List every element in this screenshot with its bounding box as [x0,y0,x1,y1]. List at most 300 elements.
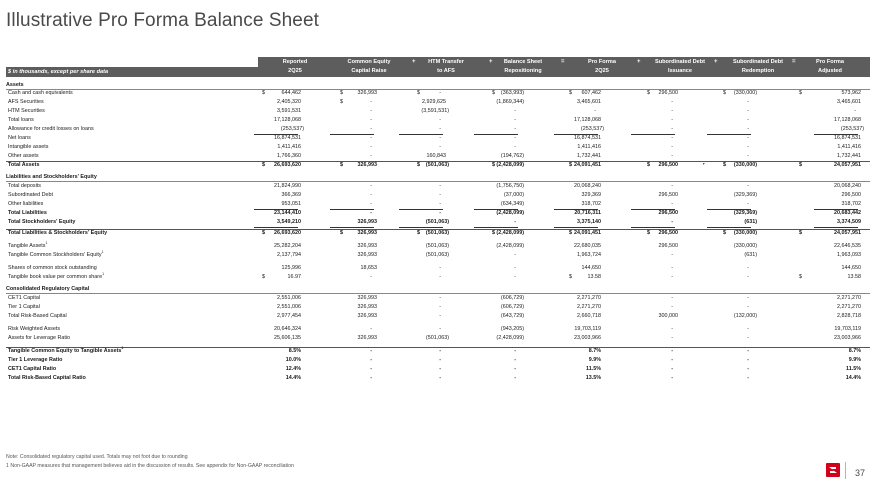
cell-value: - [439,144,441,150]
column-operator: + [637,59,641,65]
cell-value: 296,500 [658,243,678,249]
cell-value: - [747,366,749,372]
column-operator: + [412,59,416,65]
cell-value: - [671,265,673,271]
currency-symbol: $ [262,274,265,280]
currency-symbol: $ [799,274,802,280]
row-label [8,134,31,143]
cell-value: - [514,348,516,354]
row-label-text: Tangible book value per common share [8,274,103,280]
table-row-levassets [6,334,870,343]
cell-value: - [514,366,516,372]
row-label [8,182,41,191]
section-title: Consolidated Regulatory Capital [6,286,90,292]
cell-value: (634,349) [500,201,524,207]
cell-value: 14.4% [285,375,301,381]
cell-value: 3,549,210 [277,219,301,225]
row-label-text: Tangible Common Equity to Tangible Assets [8,348,122,354]
cell-value: - [671,108,673,114]
cell-value: - [370,348,372,354]
subtotal-underline [330,227,374,228]
row-label [8,374,86,383]
row-label [8,325,60,334]
cell-value: (132,000) [733,313,757,319]
row-label [8,294,40,303]
cell-value: 3,591,531 [277,108,301,114]
cell-value: (2,428,099) [496,335,524,341]
cell-value: 2,405,320 [277,99,301,105]
cell-value: 326,993 [357,304,377,310]
column-header [640,58,720,76]
page-divider [845,462,846,479]
cell-value: 8.5% [288,348,301,354]
cell-value: - [439,201,441,207]
cell-value: 2,828,718 [837,313,861,319]
table-row-otherassets [6,152,870,161]
cell-value: 3,465,601 [837,99,861,105]
cell-value: 17,128,068 [574,117,601,123]
cell-value: - [671,375,673,381]
table-row-loans [6,116,870,125]
column-header-line1: HTM Transfer [428,59,464,65]
currency-symbol: $ [723,162,726,168]
row-label-text: Total deposits [8,183,41,189]
table-row-subdebt [6,191,870,200]
section-title: Assets [6,82,24,88]
row-label [8,89,73,98]
cell-value: - [439,90,441,96]
cell-value: 326,993 [357,295,377,301]
cell-value: 19,703,119 [834,326,861,332]
cell-value: 13.5% [585,375,601,381]
cell-value: 14.4% [845,375,861,381]
cell-value: - [747,153,749,159]
currency-symbol: $ [340,230,343,236]
cell-value: 326,993 [357,252,377,258]
cell-value: - [747,183,749,189]
column-header [483,58,563,76]
column-header-line2: Redemption [741,68,775,74]
currency-symbol: $ [647,162,650,168]
column-operator: + [714,59,718,65]
cell-value: 13.58 [847,274,861,280]
cell-value: - [747,201,749,207]
cell-value: - [370,153,372,159]
cell-value: - [671,126,673,132]
cell-value: 16.97 [287,274,301,280]
cell-value: (330,000) [733,162,757,168]
cell-value: - [671,357,673,363]
row-label-text: Total Stockholders' Equity [8,219,76,225]
row-label-text: Risk Weighted Assets [8,326,61,332]
cell-value: 2,271,270 [577,295,601,301]
cell-value: 2,551,006 [277,304,301,310]
cell-value: (1,869,344) [496,99,524,105]
cell-value: (943,205) [500,326,524,332]
cell-value: 326,993 [357,335,377,341]
cell-value: - [671,144,673,150]
cell-value: - [747,135,749,141]
cell-value: 607,462 [581,90,601,96]
cell-value: 11.5% [846,366,861,372]
currency-symbol: $ [492,162,495,168]
cell-value: - [671,295,673,301]
cell-value: 326,993 [357,162,377,168]
row-label-text: Net loans [8,135,31,141]
row-label-text: Other liabilities [8,201,44,207]
row-label-text: Total Risk-Based Capital Ratio [8,375,86,381]
cell-value: 9.9% [588,357,601,363]
cell-value: 20,716,311 [574,210,601,216]
row-label [8,218,75,227]
footnote-marker: 1 [121,346,124,351]
cell-value: 296,500 [658,210,678,216]
cell-value: - [514,265,516,271]
cell-value: - [671,304,673,310]
currency-symbol: $ [569,230,572,236]
cell-value: 2,929,625 [422,99,446,105]
cell-value: - [747,274,749,280]
cell-value: (330,000) [733,243,757,249]
table-row-cet1r [6,365,870,374]
cell-value: 296,500 [841,192,861,198]
table-row-tbvps [6,273,870,282]
cell-value: 160,843 [426,153,446,159]
currency-symbol: $ [262,90,265,96]
table-row-intangible [6,143,870,152]
subtotal-underline [474,227,518,228]
cell-value: 16,874,531 [574,135,601,141]
row-label [8,264,97,273]
green-marker [703,163,705,165]
cell-value: - [439,126,441,132]
cell-value: 3,374,509 [837,219,861,225]
cell-value: 3,375,140 [577,219,601,225]
cell-value: - [747,326,749,332]
cell-value: - [747,304,749,310]
cell-value: - [514,274,516,280]
cell-value: - [439,274,441,280]
row-label [8,191,53,200]
currency-symbol: $ [492,90,495,96]
column-header-line2: Adjusted [818,68,842,74]
row-label [8,107,45,116]
currency-symbol: $ [723,230,726,236]
column-header-line1: Balance Sheet [503,59,543,65]
cell-value: 296,500 [658,192,678,198]
section-title: Liabilities and Stockholders' Equity [6,174,97,180]
unit-label: $ in thousands, except per share data [8,69,109,75]
row-label [8,303,40,312]
table-row-t1lev [6,356,870,365]
cell-value: - [439,265,441,271]
table-row-totalequity [6,218,870,227]
cell-value: 2,551,006 [277,295,301,301]
row-label [8,347,123,356]
cell-value: 9.9% [848,357,861,363]
cell-value: (606,729) [500,304,524,310]
cell-value: 1,963,724 [577,252,601,258]
column-header-line1: Reported [282,59,308,65]
cell-value: - [671,183,673,189]
table-row-cet1cap [6,294,870,303]
cell-value: - [854,108,856,114]
table-row-totalassets [6,161,870,170]
column-header-line2: Repositioning [504,68,542,74]
row-label [8,161,39,170]
cell-value: (253,537) [280,126,304,132]
currency-symbol: $ [262,162,265,168]
cell-value: 1,766,360 [277,153,301,159]
cell-value: 329,369 [581,192,601,198]
cell-value: 2,271,270 [837,304,861,310]
cell-value: 24,057,951 [834,230,861,236]
cell-value: 13.58 [587,274,601,280]
cell-value: 144,650 [841,265,861,271]
row-label-text: Total loans [8,117,34,123]
footnote-marker: 1 [102,272,105,277]
column-header-line1: Pro Forma [816,59,844,65]
cell-value: (330,000) [733,230,757,236]
column-header [562,58,642,76]
cell-value: 26,693,620 [274,230,301,236]
cell-value: 22,646,535 [834,243,861,249]
cell-value: (329,369) [733,210,757,216]
cell-value: 296,500 [658,90,678,96]
column-operator: = [561,59,565,65]
column-header-line2: 2Q25 [288,68,302,74]
cell-value: 366,369 [281,192,301,198]
cell-value: 20,683,442 [834,210,861,216]
cell-value: - [439,313,441,319]
cell-value: 22,680,035 [574,243,601,249]
cell-value: (253,537) [840,126,864,132]
cell-value: - [439,183,441,189]
cell-value: - [439,295,441,301]
cell-value: 20,068,240 [834,183,861,189]
currency-symbol: $ [723,90,726,96]
cell-value: (253,537) [580,126,604,132]
cell-value: - [370,210,372,216]
cell-value: 300,000 [658,313,678,319]
page-title: Illustrative Pro Forma Balance Sheet [6,10,320,31]
cell-value: 326,993 [357,243,377,249]
cell-value: 2,271,270 [837,295,861,301]
currency-symbol: $ [417,162,420,168]
table-row-trbcr [6,374,870,383]
column-header-line2: Capital Raise [351,68,387,74]
cell-value: - [370,192,372,198]
cell-value: - [747,357,749,363]
footnote-note: Note: Consolidated regulatory capital used. Totals may not foot due to rounding [6,454,188,460]
row-label [8,334,70,343]
cell-value: - [671,348,673,354]
cell-value: - [439,135,441,141]
cell-value: - [514,108,516,114]
cell-value: 318,702 [841,201,861,207]
cell-value: (501,063) [425,335,449,341]
cell-value: - [439,366,441,372]
cell-value: - [747,108,749,114]
cell-value: - [439,375,441,381]
cell-value: 2,271,270 [577,304,601,310]
row-label [8,152,39,161]
row-label-text: Tier 1 Capital [8,304,40,310]
column-header [718,58,798,76]
subtotal-underline [707,227,751,228]
row-label [8,125,94,134]
cell-value: - [514,357,516,363]
cell-value: 16,874,531 [834,135,861,141]
column-header [790,58,870,76]
cell-value: - [514,144,516,150]
row-label [8,273,104,282]
table-row-allowance [6,125,870,134]
currency-symbol: $ [569,90,572,96]
currency-symbol: $ [569,274,572,280]
cell-value: - [370,99,372,105]
cell-value: - [370,183,372,189]
cell-value: - [439,210,441,216]
cell-value: (643,729) [500,313,524,319]
row-label-text: Other assets [8,153,39,159]
cell-value: 23,144,410 [274,210,301,216]
cell-value: - [439,357,441,363]
cell-value: - [671,274,673,280]
cell-value: 24,091,451 [574,162,601,168]
cell-value: - [439,117,441,123]
table-row-totalrbc [6,312,870,321]
table-row-totalliab [6,209,870,218]
table-row-tce [6,251,870,260]
footnote-marker: 1 [101,250,104,255]
cell-value: 326,993 [357,313,377,319]
cell-value: - [439,304,441,310]
cell-value: 1,963,093 [837,252,861,258]
cell-value: 23,003,966 [574,335,601,341]
cell-value: (501,063) [425,243,449,249]
row-label-text: Total Liabilities [8,210,47,216]
cell-value: 21,824,990 [274,183,301,189]
row-label [8,209,47,218]
cell-value: - [370,274,372,280]
cell-value: - [439,192,441,198]
cell-value: 644,462 [281,90,301,96]
row-label-text: Shares of common stock outstanding [8,265,97,271]
currency-symbol: $ [569,162,572,168]
cell-value: - [514,252,516,258]
subtotal-underline [254,227,298,228]
table-row-rwa [6,325,870,334]
currency-symbol: $ [799,90,802,96]
column-header-line2: 2Q25 [595,68,609,74]
cell-value: 3,465,601 [577,99,601,105]
cell-value: (501,063) [425,230,449,236]
cell-value: - [370,126,372,132]
footnote-marker: 1 [45,241,48,246]
cell-value: 12.4% [285,366,301,372]
cell-value: - [747,117,749,123]
cell-value: - [370,144,372,150]
row-label-text: AFS Securities [8,99,44,105]
cell-value: 953,051 [281,201,301,207]
currency-symbol: $ [647,230,650,236]
row-label-text: Tier 1 Leverage Ratio [8,357,63,363]
row-label-text: Tangible Assets [8,243,46,249]
cell-value: 326,993 [357,219,377,225]
row-label-text: Total Assets [8,162,40,168]
table-row-shares [6,264,870,273]
cell-value: 23,003,966 [834,335,861,341]
cell-value: - [439,326,441,332]
cell-value: 16,874,531 [274,135,301,141]
cell-value: 24,057,951 [834,162,861,168]
currency-symbol: $ [340,162,343,168]
cell-value: - [370,366,372,372]
cell-value: 17,128,068 [274,117,301,123]
cell-value: (2,428,099) [496,230,524,236]
table-row-netloans [6,134,870,143]
cell-value: (1,756,750) [496,183,524,189]
row-label [8,251,104,260]
cell-value: - [747,348,749,354]
cell-value: 2,977,454 [277,313,301,319]
cell-value: 125,996 [281,265,301,271]
row-label [8,229,107,238]
cell-value: - [747,335,749,341]
table-row-deposits [6,182,870,191]
row-label [8,98,44,107]
cell-value: 11.5% [586,366,601,372]
cell-value: (631) [744,219,757,225]
cell-value: (329,369) [733,192,757,198]
cell-value: (2,428,099) [496,210,524,216]
cell-value: - [514,117,516,123]
cell-value: - [594,108,596,114]
cell-value: - [514,219,516,225]
cell-value: 573,962 [841,90,861,96]
currency-symbol: $ [799,162,802,168]
cell-value: 25,282,204 [274,243,301,249]
cell-value: - [671,201,673,207]
row-label [8,365,56,374]
table-row-htm [6,107,870,116]
column-header-line2: to AFS [437,68,455,74]
row-label [8,200,43,209]
cell-value: (194,762) [500,153,524,159]
cell-value: 1,732,441 [837,153,861,159]
cell-value: 26,693,620 [274,162,301,168]
cell-value: - [514,135,516,141]
cell-value: 326,993 [357,90,377,96]
cell-value: - [671,366,673,372]
table-row-otherliab [6,200,870,209]
column-header [329,58,409,76]
cell-value: 296,500 [658,162,678,168]
table-row-tier1cap [6,303,870,312]
cell-value: 1,411,416 [277,144,301,150]
column-header-line1: Subordinated Debt [654,59,706,65]
footnote-1: 1 Non-GAAP measures that management believes aid in the discussion of results. See appendix for Non-GAAP reconciliation [6,463,294,469]
company-logo-icon [826,463,840,477]
cell-value: - [747,375,749,381]
cell-value: 24,091,451 [574,230,601,236]
row-label-text: CET1 Capital Ratio [8,366,57,372]
currency-symbol: $ [340,99,343,105]
cell-value: 25,606,135 [274,335,301,341]
row-label [8,143,48,152]
row-label-text: Allowance for credit losses on loans [8,126,94,132]
